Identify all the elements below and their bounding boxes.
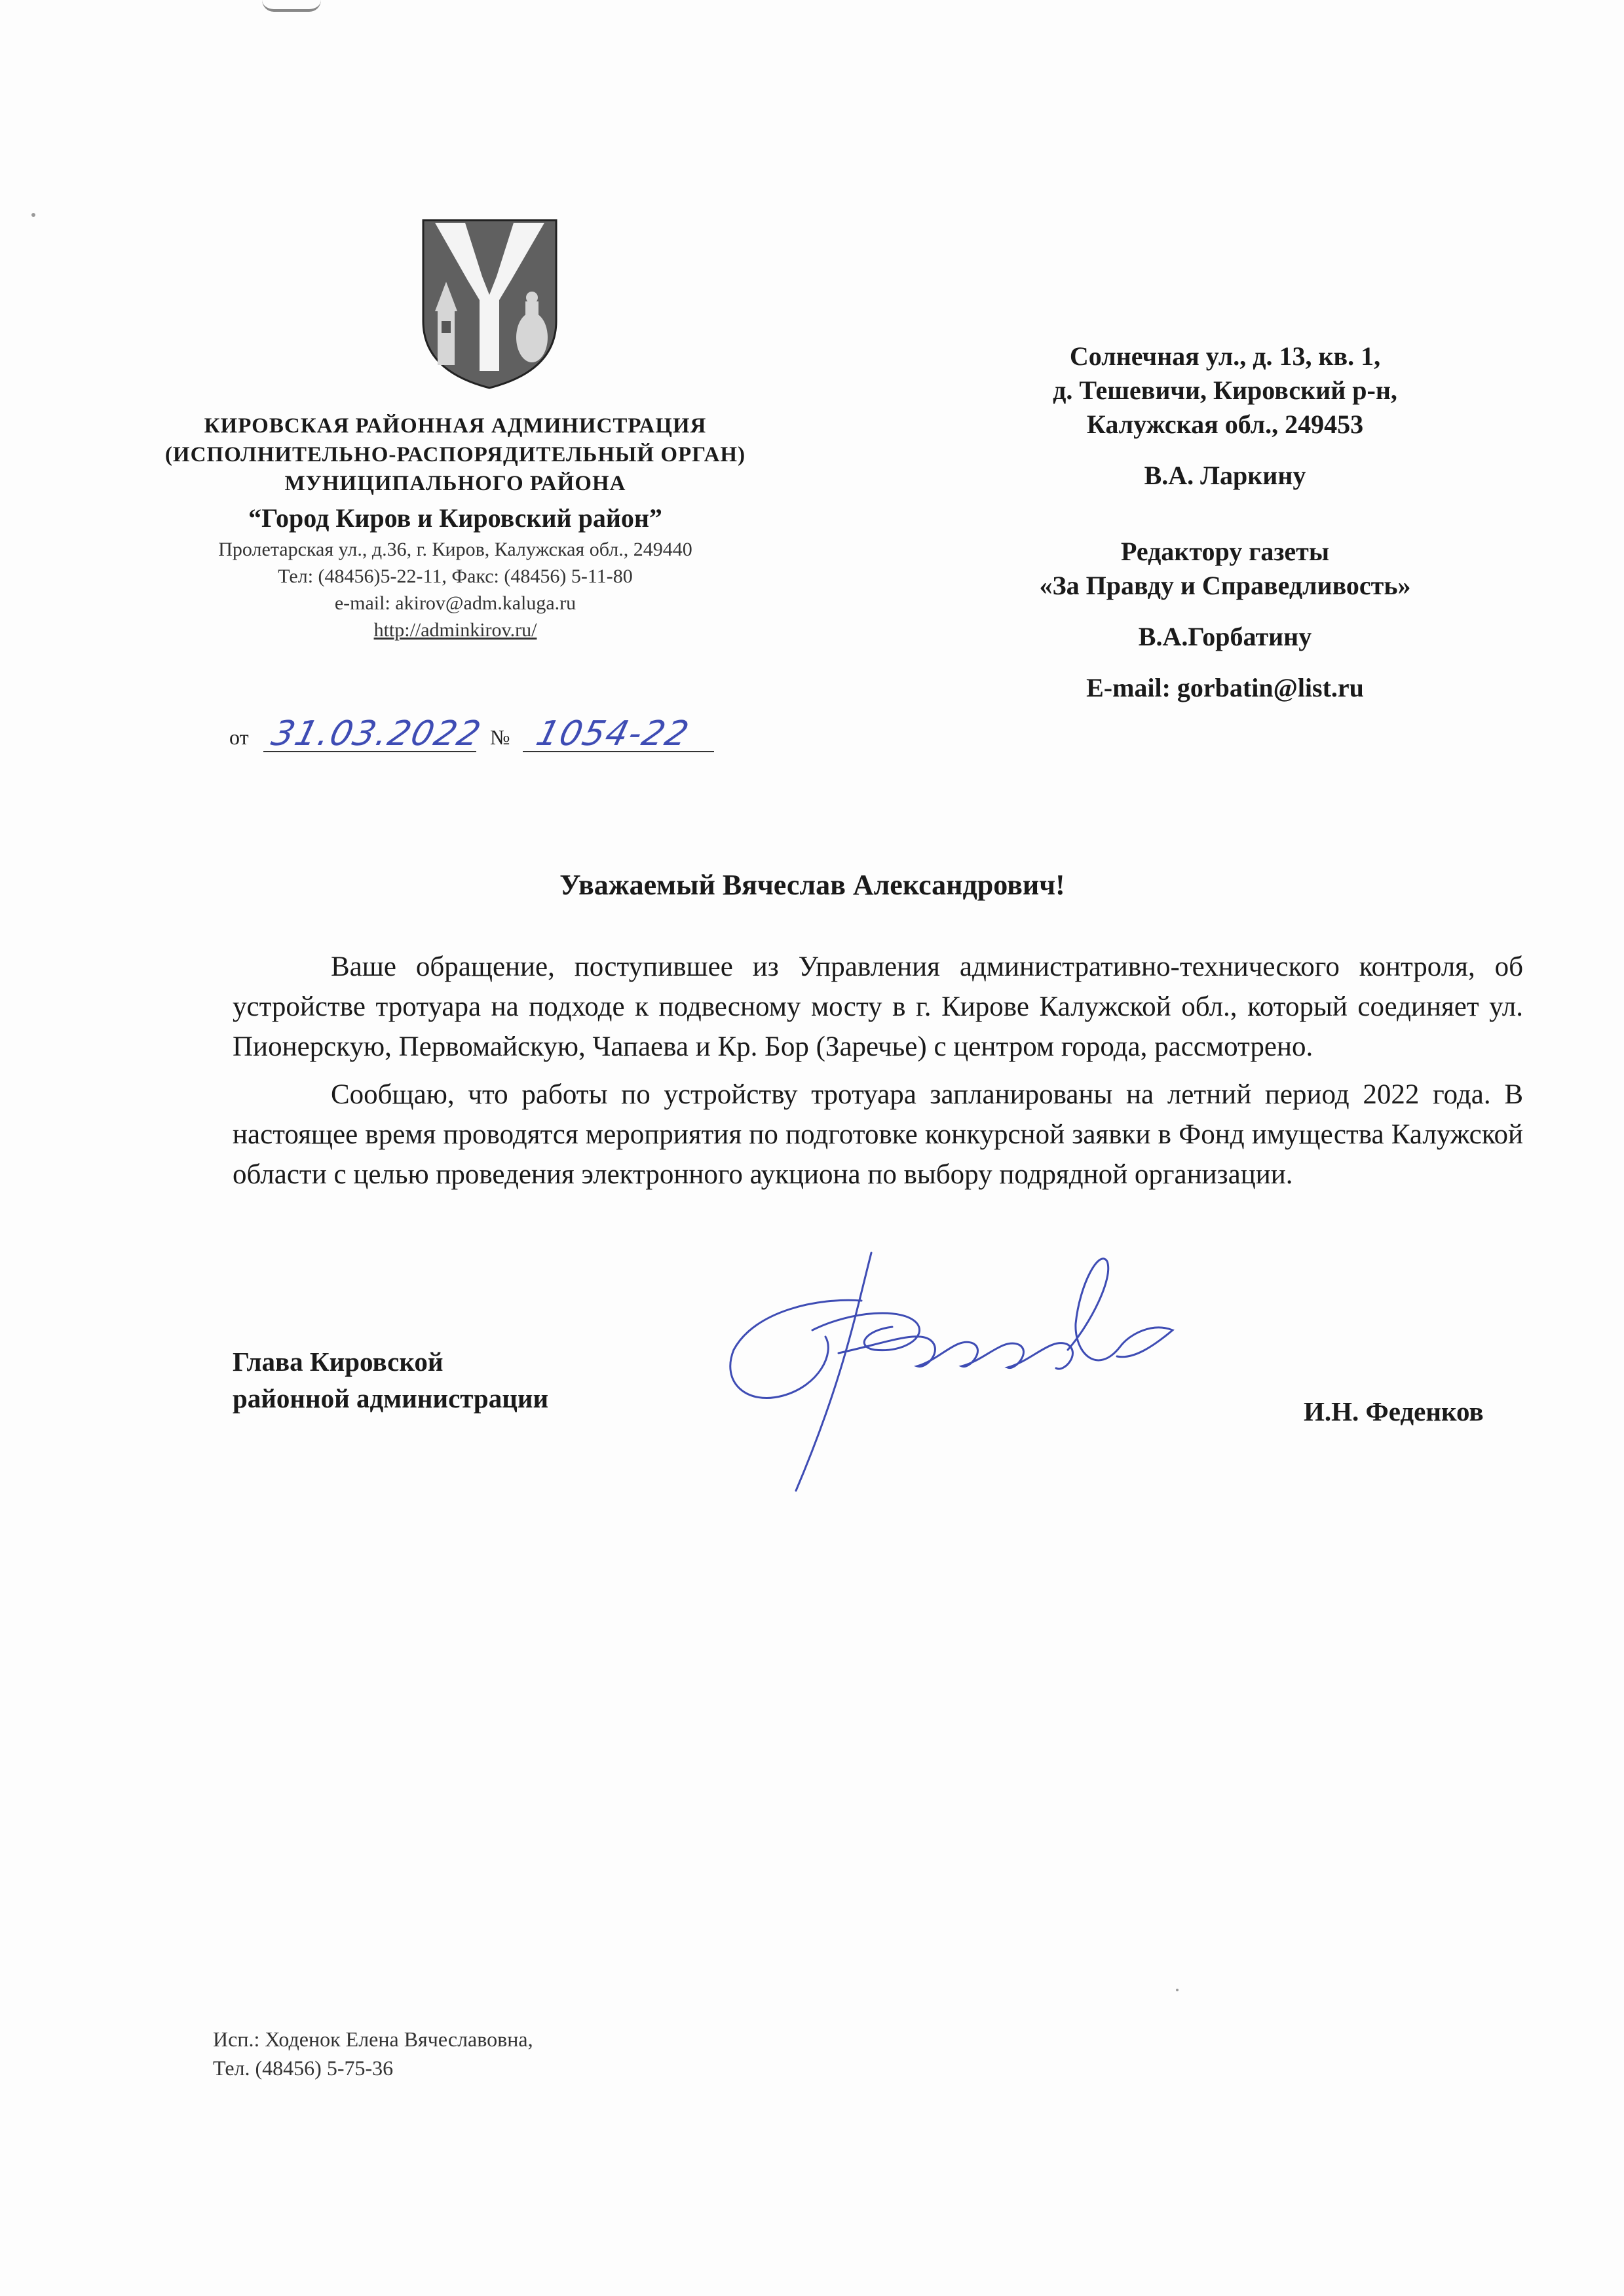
addressee-role-line-1: Редактору газеты — [1120, 537, 1330, 566]
coat-of-arms-icon — [419, 216, 560, 390]
addressee-recipient-1: В.А. Ларкину — [1144, 461, 1306, 490]
letter-body — [233, 947, 1523, 1202]
signatory-name: И.Н. Феденков — [1304, 1396, 1484, 1426]
org-address: Пролетарская ул., д.36, г. Киров, Калужская обл., 249440 — [218, 539, 692, 560]
org-name-line-1: КИРОВСКАЯ РАЙОННАЯ АДМИНИСТРАЦИЯ — [204, 414, 707, 438]
org-email[interactable]: e-mail: akirov@adm.kaluga.ru — [334, 592, 576, 614]
number-label: № — [490, 725, 510, 749]
letterhead — [98, 411, 812, 643]
addressee-email[interactable]: E-mail: gorbatin@list.ru — [1086, 673, 1364, 702]
addressee-recipient-2: В.А.Горбатину — [1138, 622, 1312, 651]
addressee-address-line-3: Калужская обл., 249453 — [1086, 410, 1364, 439]
registration-date: 31.03.2022 — [267, 714, 486, 754]
signatory-title-line-2: районной администрации — [233, 1383, 549, 1413]
org-website-link[interactable]: http://adminkirov.ru/ — [373, 619, 537, 641]
org-city-name: “Город Киров и Кировский район” — [248, 503, 662, 533]
registration-number: 1054-22 — [532, 714, 694, 754]
addressee-address-line-1: Солнечная ул., д. 13, кв. 1, — [1069, 341, 1381, 371]
letter-salutation: Уважаемый Вячеслав Александрович! — [559, 869, 1065, 901]
org-name-line-3: МУНИЦИПАЛЬНОГО РАЙОНА — [284, 472, 626, 495]
org-name-line-2: (ИСПОЛНИТЕЛЬНО-РАСПОРЯДИТЕЛЬНЫЙ ОРГАН) — [164, 443, 746, 467]
executor-name: Исп.: Ходенок Елена Вячеславовна, — [213, 2027, 533, 2051]
date-label: от — [229, 725, 249, 749]
body-paragraph: Сообщаю, что работы по устройству тротуара запланированы на летний период 2022 года. В настоящее время проводятся мероприятия по подготовке конкурсной заявки в Фонд имущества Калужской области с целью проведения электронного аукциона по выбору подрядной организации. — [233, 1079, 1523, 1190]
addressee-role-line-2: «За Правду и Справедливость» — [1039, 571, 1411, 600]
executor-phone: Тел. (48456) 5-75-36 — [213, 2056, 394, 2080]
signatory-title — [233, 1343, 548, 1417]
signatory-title-line-1: Глава Кировской — [233, 1347, 444, 1377]
org-phones: Тел: (48456)5-22-11, Факс: (48456) 5-11-80 — [278, 565, 633, 587]
addressee-block — [904, 339, 1546, 705]
registration-line — [229, 711, 727, 760]
scan-speck — [1176, 1989, 1179, 1991]
handwritten-signature-icon — [721, 1238, 1179, 1501]
executor-info — [213, 2025, 533, 2082]
scan-speck — [31, 213, 35, 217]
body-paragraph: Ваше обращение, поступившее из Управления административно-технического контроля, об устройстве тротуара на подходе к подвесному мосту в г. Кирове Калужской обл., который соединяет ул. Пионерскую, Первомайскую, Чапаева и Кр. Бор (Заречье) с центром города, рассмотрено. — [233, 951, 1523, 1062]
scan-mark — [262, 0, 321, 12]
addressee-address-line-2: д. Тешевичи, Кировский р-н, — [1053, 375, 1397, 405]
